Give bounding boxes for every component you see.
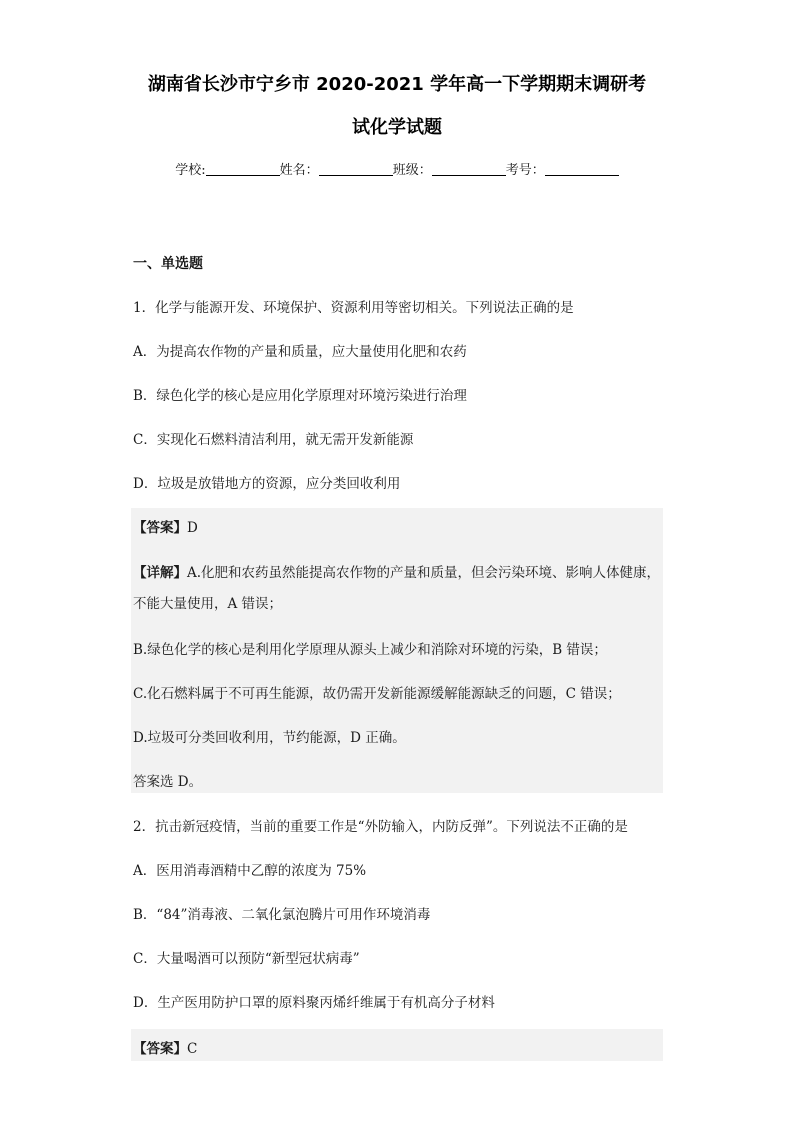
question-1-conclusion: 答案选 D。: [133, 774, 203, 790]
name-blank: [319, 161, 393, 176]
detail-label: 【详解】: [133, 565, 187, 581]
class-blank: [432, 161, 506, 176]
document-title-line2: 试化学试题: [352, 117, 442, 138]
answer-value: C: [187, 1041, 198, 1057]
school-blank: [206, 161, 280, 176]
detail-text: A.化肥和农药虽然能提高农作物的产量和质量，但会污染环境、影响人体健康，: [187, 565, 661, 581]
student-info-line: [0, 159, 794, 178]
question-1-answer-block: [131, 508, 663, 793]
question-1-detail-2: B.绿色化学的核心是利用化学原理从源头上减少和消除对环境的污染，B 错误；: [133, 642, 607, 658]
school-label: 学校:: [175, 163, 206, 178]
exam-number-label: 考号：: [505, 163, 545, 178]
question-1-detail-4: D.垃圾可分类回收利用，节约能源，D 正确。: [133, 730, 406, 746]
section-heading: 一、单选题: [133, 256, 203, 272]
question-1-detail-3: C.化石燃料属于不可再生能源，故仍需开发新能源缓解能源缺乏的问题，C 错误；: [133, 686, 621, 702]
question-2-option-a: A．医用消毒酒精中乙醇的浓度为 75%: [133, 863, 367, 879]
question-2-stem: 2．抗击新冠疫情，当前的重要工作是“外防输入，内防反弹”。下列说法不正确的是: [133, 819, 628, 835]
document-title-line1: 湖南省长沙市宁乡市 2020-2021 学年高一下学期期末调研考: [147, 74, 647, 95]
exam-number-blank: [545, 161, 619, 176]
question-1-option-a: A．为提高农作物的产量和质量，应大量使用化肥和农药: [133, 344, 467, 360]
question-1-detail-1: [133, 561, 660, 581]
class-label: 班级：: [392, 163, 432, 178]
question-1-option-d: D．垃圾是放错地方的资源，应分类回收利用: [133, 476, 401, 492]
question-1-answer: [133, 516, 198, 536]
question-2-answer-block: [131, 1029, 663, 1061]
question-2-option-d: D．生产医用防护口罩的原料聚丙烯纤维属于有机高分子材料: [133, 995, 495, 1011]
answer-label: 【答案】: [133, 520, 187, 536]
question-1-stem: 1．化学与能源开发、环境保护、资源利用等密切相关。下列说法正确的是: [133, 300, 574, 316]
question-1-option-c: C．实现化石燃料清洁利用，就无需开发新能源: [133, 432, 414, 448]
question-2-option-b: B．“84”消毒液、二氧化氯泡腾片可用作环境消毒: [133, 907, 431, 923]
answer-value: D: [187, 520, 198, 536]
question-2-option-c: C．大量喝酒可以预防“新型冠状病毒”: [133, 951, 360, 967]
question-2-answer: [133, 1037, 197, 1057]
name-label: 姓名：: [279, 163, 319, 178]
question-1-detail-1-cont: 不能大量使用，A 错误；: [133, 596, 283, 612]
question-1-option-b: B．绿色化学的核心是应用化学原理对环境污染进行治理: [133, 388, 467, 404]
answer-label: 【答案】: [133, 1041, 187, 1057]
